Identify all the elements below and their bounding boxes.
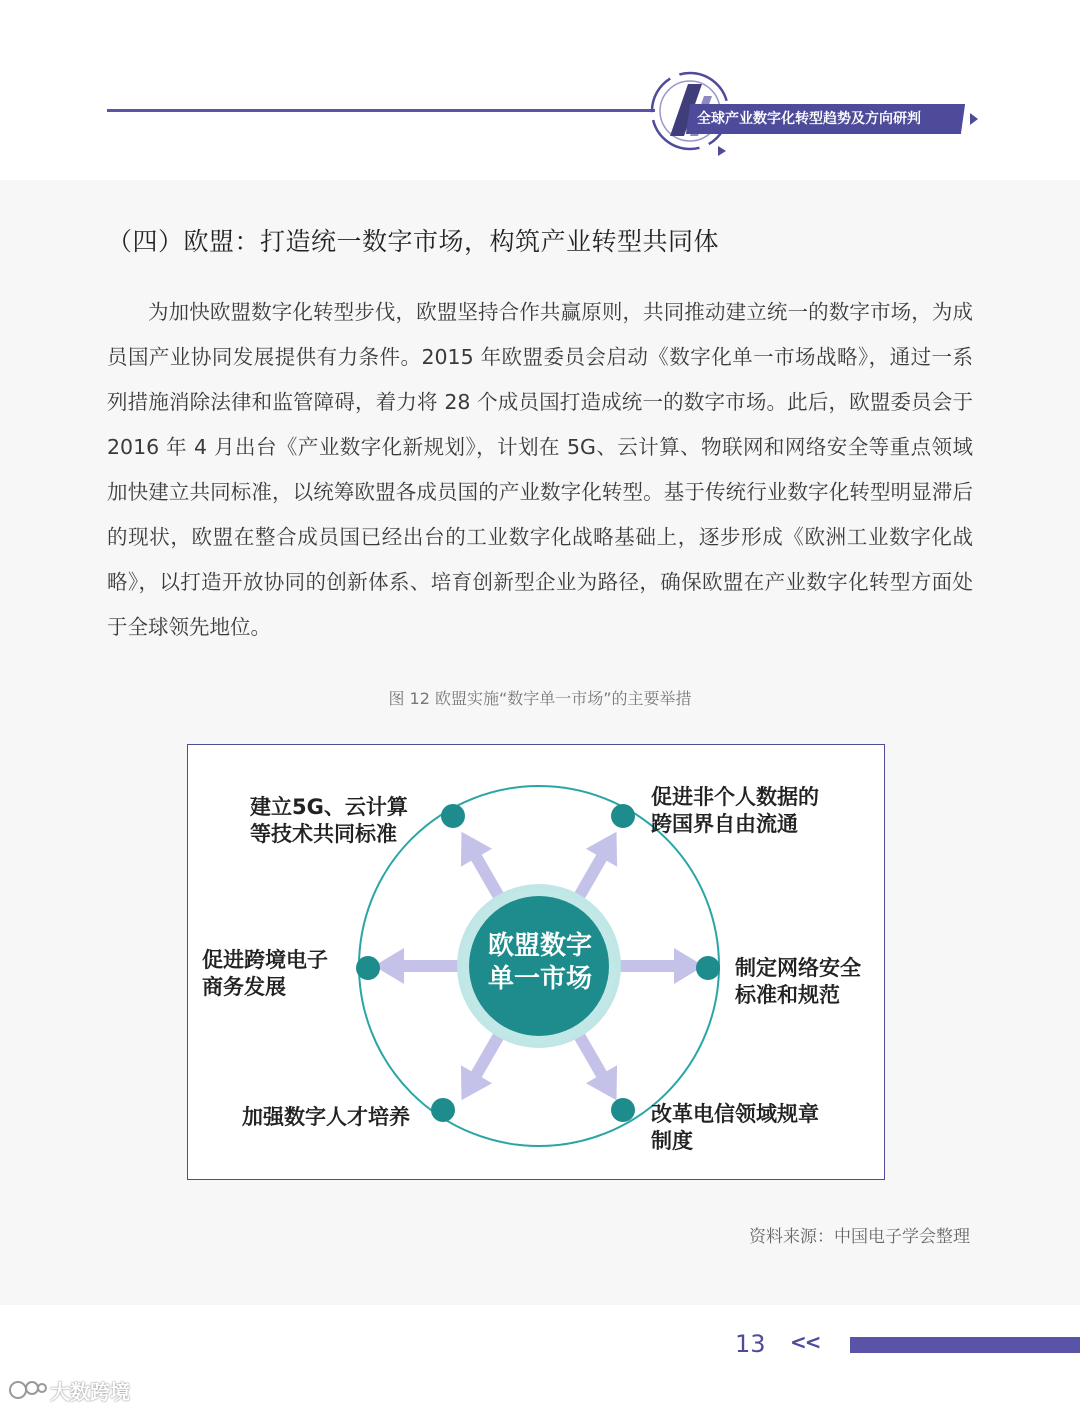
header-triangle-icon (970, 113, 980, 125)
node-dot-2 (611, 804, 635, 828)
page-arrows: << (790, 1330, 820, 1354)
center-label-line-1: 欧盟数字 (487, 931, 592, 961)
node-dot-4 (696, 956, 720, 980)
node-dot-3 (356, 956, 380, 980)
center-label-line-2: 单一市场 (487, 964, 592, 994)
footer-bar (850, 1337, 1080, 1353)
header-line (107, 109, 655, 112)
watermark-text: 大数跨境 (50, 1380, 130, 1404)
header-badge-title: 全球产业数字化转型趋势及方向研判 (697, 111, 921, 127)
body-paragraph: 为加快欧盟数字化转型步伐，欧盟坚持合作共赢原则，共同推动建立统一的数字市场，为成员国产业协同发展提供有力条件。2015 年欧盟委员会启动《数字化单一市场战略》，通过一系列措施消除法律和监管障碍，着力将 28 个成员国打造成统一的数字市场。此后，欧盟委员会于 2016 年 4 月出台《产业数字化新规划》，计划在 5G、云计算、物联网和网络安全等重点领域加快建立共同标准，以统筹欧盟各成员国的产业数字化转型。基于传统行业数字化转型明显滞后的现状，欧盟在整合成员国已经出台的工业数字化战略基础上，逐步形成《欧洲工业数字化战略》，以打造开放协同的创新体系、培育创新型企业为路径，确保欧盟在产业数字化转型方面处于全球领先地位。 (107, 300, 973, 639)
figure-caption: 图 12 欧盟实施“数字单一市场”的主要举措 (388, 689, 692, 708)
node-label-4: 制定网络安全 标准和规范 (735, 956, 861, 1007)
node-label-1: 建立5G、云计算 等技术共同标准 (250, 795, 408, 846)
section-title: （四）欧盟：打造统一数字市场，构筑产业转型共同体 (107, 227, 720, 256)
watermark-logo-icon (8, 1378, 48, 1402)
node-dot-5 (431, 1098, 455, 1122)
node-label-3: 促进跨境电子 商务发展 (202, 948, 328, 999)
node-label-5: 加强数字人才培养 (242, 1105, 410, 1129)
node-label-6: 改革电信领域规章 制度 (651, 1102, 819, 1153)
source-note: 资料来源：中国电子学会整理 (749, 1227, 970, 1247)
node-label-2: 促进非个人数据的 跨国界自由流通 (651, 785, 819, 836)
center-label (470, 930, 610, 996)
node-dot-6 (611, 1098, 635, 1122)
node-dot-1 (441, 804, 465, 828)
page-number: 13 (735, 1330, 766, 1358)
